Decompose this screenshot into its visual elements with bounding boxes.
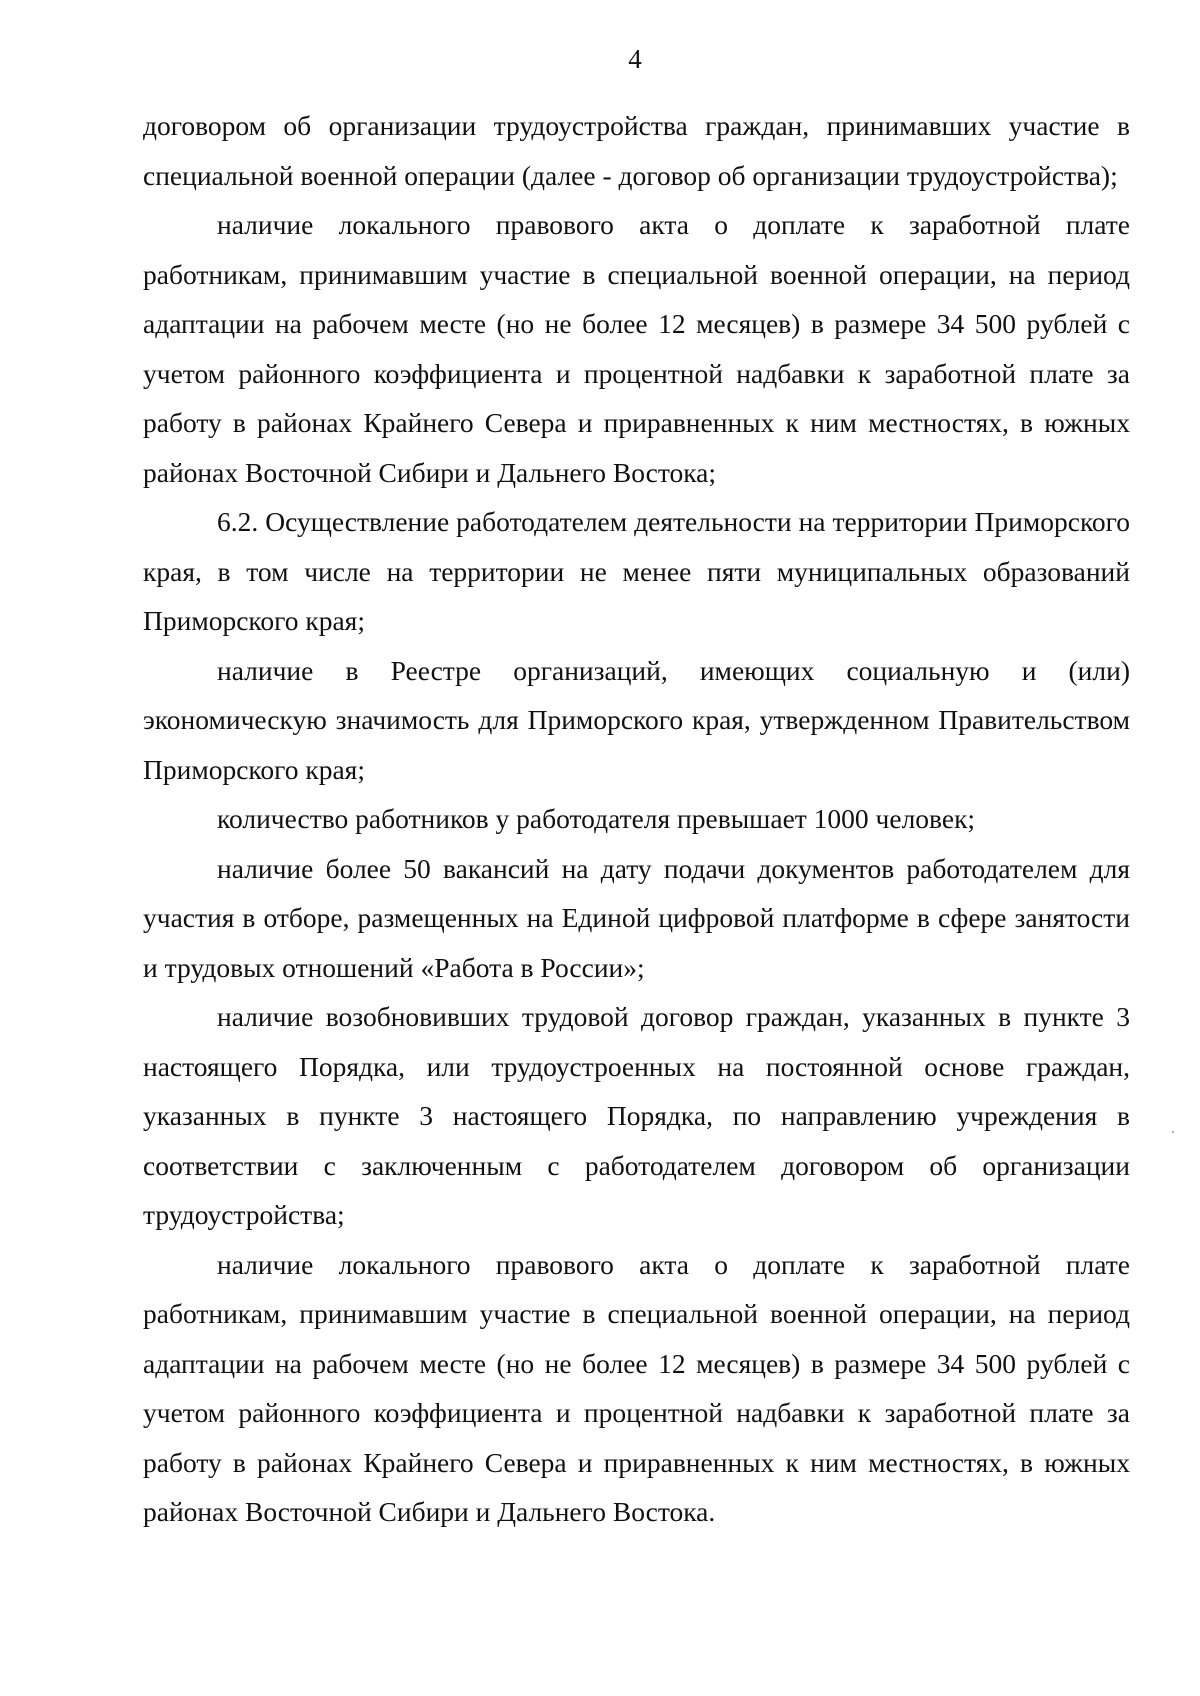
paragraph-employee-count: количество работников у работодателя превышает 1000 человек; <box>217 803 976 834</box>
document-body <box>143 101 1130 1537</box>
page-number: 4 <box>628 44 642 74</box>
paragraph-vacancies: наличие более 50 вакансий на дату подачи документов работодателем для участия в отборе, размещенных на Единой цифровой платформе в сфере занятости и трудовых отношений «Работа в России»; <box>143 852 1130 983</box>
paragraph-registry: наличие в Реестре организаций, имеющих социальную и (или) экономическую значимость для Приморского края, утвержденном Правительством Приморского края; <box>143 654 1130 785</box>
scan-speck <box>1172 1131 1174 1133</box>
paragraph-employment-contract: наличие возобновивших трудовой договор граждан, указанных в пункте 3 настоящего Порядка, или трудоустроенных на постоянной основе граждан, указанных в пункте 3 настоящего Порядка, по направлению учреждения в соответствии с заключенным с работодателем договором об организации трудоустройства; <box>143 1001 1130 1230</box>
paragraph-salary-supplement-2: наличие локального правового акта о доплате к заработной плате работникам, принимавшим участие в специальной военной операции, на период адаптации на рабочем месте (но не более 12 месяцев) в размере 34 500 рублей с учетом районного коэффициента и процентной надбавки к заработной плате за работу в районах Крайнего Севера и приравненных к ним местностях, в южных районах Восточной Сибири и Дальнего Востока. <box>143 1248 1130 1527</box>
paragraph-continuation: договором об организации трудоустройства граждан, принимавших участие в специальной военной операции (далее - договор об организации трудоустройства); <box>143 110 1130 191</box>
paragraph-clause-6-2: 6.2. Осуществление работодателем деятельности на территории Приморского края, в том числе на территории не менее пяти муниципальных образований Приморского края; <box>143 506 1130 636</box>
paragraph-salary-supplement-1: наличие локального правового акта о доплате к заработной плате работникам, принимавшим участие в специальной военной операции, на период адаптации на рабочем месте (но не более 12 месяцев) в размере 34 500 рублей с учетом районного коэффициента и процентной надбавки к заработной плате за работу в районах Крайнего Севера и приравненных к ним местностях, в южных районах Восточной Сибири и Дальнего Востока; <box>143 209 1130 488</box>
